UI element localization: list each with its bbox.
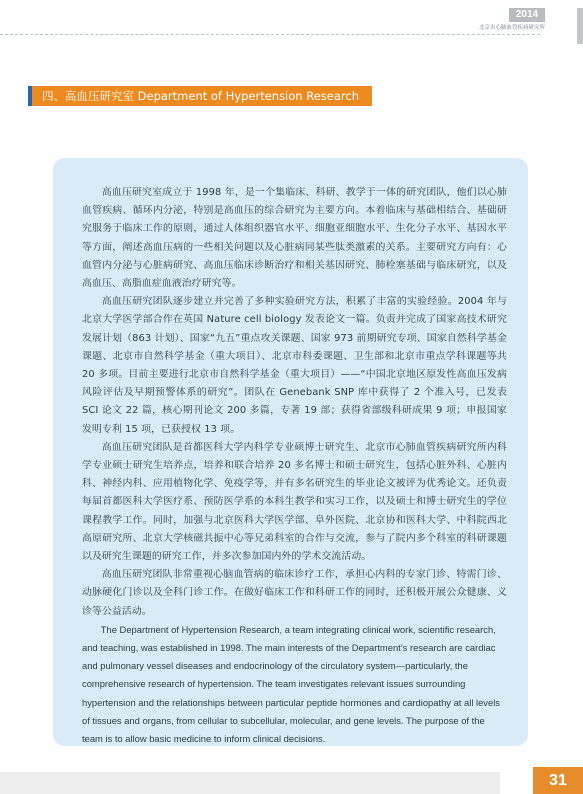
paragraph-education: 高血压研究团队是首都医科大学内科学专业硕博士研究生、北京市心肺血管疾病研究所内科学专业硕士研究生培养点，培养和联合培养 20 多名博士和硕士研究生，包括心脏外科、心脏内科、神经内科、应用植物化学、免疫学等，并有多名研究生的毕业论文被评为优秀论文。还负责每届首都医科大学医疗系、预防医学系的本科生教学和实习工作，以及硕士和博士研究生的学位课程教学工作。同时，加强与北京医科大学医学部、阜外医院、北京协和医科大学、中科院西北高原研究所、北京大学核磁共振中心等兄弟科室的合作与交流，参与了院内多个科室的科研课题以及研究生课题的研究工作，并多次参加国内外的学术交流活动。 bbox=[82, 441, 507, 563]
page-edge-marker bbox=[577, 8, 583, 44]
content-card bbox=[53, 158, 528, 746]
paragraph-research-achievements: 高血压研究团队逐步建立并完善了多种实验研究方法，积累了丰富的实验经验。2004 年与北京大学医学部合作在英国 Nature cell biology 发表论文一篇。负责并完成了国家高技术研究发展计划（863 计划）、国家“九五”重点攻关课题、国家 973 前期研究专项、国家自然科学基金课题、北京市自然科学基金（重大项目）、北京市科委课题、卫生部和北京市重点学科课题等共 20 多项。目前主要进行北京市自然科学基金（重大项目）——“中国北京地区原发性高血压发病风险评估及早期预警体系的研究”。团队在 Genebank SNP 库中获得了 2 个准入号，已发表 SCI 论文 22 篇，核心期刊论文 200 多篇，专著 19 部；获得省部级科研成果 9 项；申报国家发明专利 15 项，已获授权 13 项。 bbox=[82, 296, 507, 435]
body-text bbox=[82, 184, 507, 748]
paragraph-intro: 高血压研究室成立于 1998 年，是一个集临床、科研、教学于一体的研究团队，他们以心肺血管疾病、循环内分泌，特别是高血压的综合研究为主要方向。本着临床与基础相结合、基础研究服务于临床工作的原则，通过人体组织器官水平、细胞亚细胞水平、生化分子水平、基因水平等方面，阐述高血压病的一些相关问题以及心脏病同某些肽类激素的关系。主要研究方向有：心血管内分泌与心脏病研究、高血压临床诊断治疗和相关基因研究、肺栓塞基础与临床研究，以及高血压、高脂血症血液治疗研究等。 bbox=[82, 187, 507, 290]
paragraph-clinical-work: 高血压研究团队非常重视心脑血管病的临床诊疗工作，承担心内科的专家门诊、特需门诊、动脉硬化门诊以及全科门诊工作。在做好临床工作和科研工作的同时，还积极开展公众健康、义诊等公益活动。 bbox=[82, 569, 507, 617]
section-heading-bar bbox=[28, 86, 372, 106]
paragraph-english-summary: The Department of Hypertension Research, a team integrating clinical work, scientific research, and teaching, was established in 1998. The main interests of the Department’s research are cardiac and pulmonary vessel diseases and endocrinology of the circulatory system—particularly, the comprehensive research of hypertension. The team investigates relevant issues surrounding hypertension and the relationships between particular peptide hormones and cardiopathy at all levels of tissues and organs, from cellular to subcellular, molecular, and gene levels. The purpose of the team is to allow basic medicine to inform clinical decisions. bbox=[82, 623, 500, 745]
publication-name: 北京市心肺血管疾病研究所 bbox=[478, 25, 545, 31]
section-title: 四、高血压研究室 Department of Hypertension Research bbox=[42, 89, 359, 103]
header-divider bbox=[0, 34, 540, 35]
footer-band bbox=[0, 772, 500, 794]
year-badge: 2014 bbox=[509, 8, 545, 22]
page-number: 31 bbox=[533, 767, 583, 794]
